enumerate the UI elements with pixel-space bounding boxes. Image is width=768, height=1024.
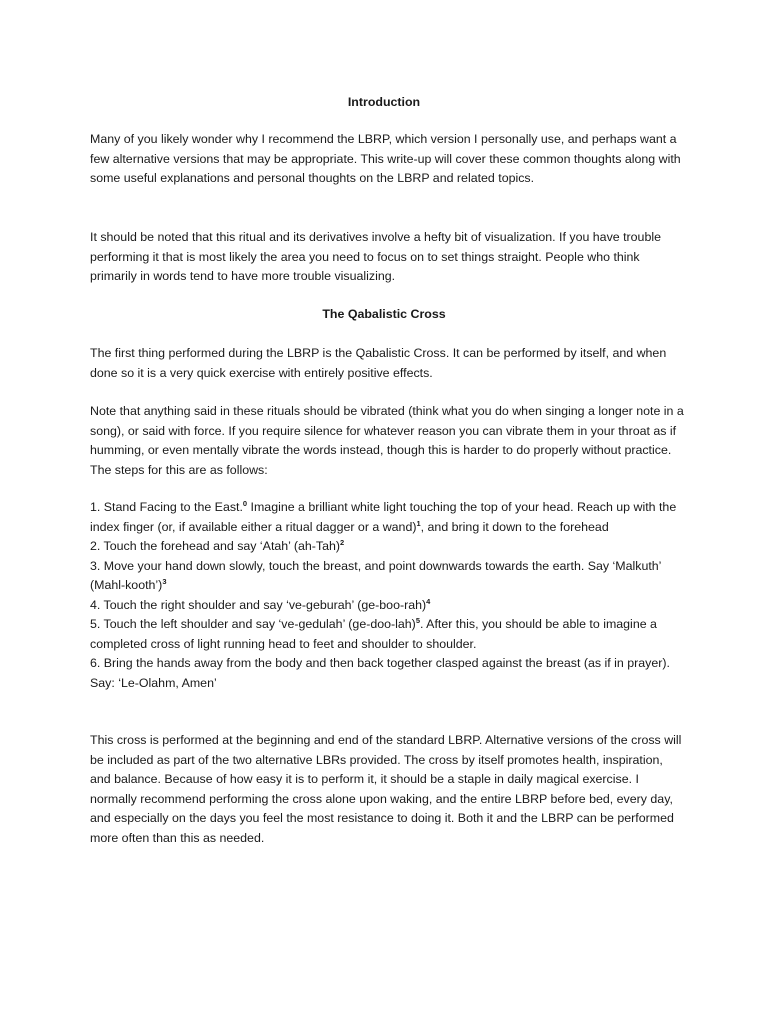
steps-list: [90, 498, 686, 693]
cross-paragraph-1: The first thing performed during the LBRP is the Qabalistic Cross. It can be performed by itself, and when done so it is a very quick exercise with entirely positive effects.: [90, 346, 667, 380]
cross-paragraph-2: Note that anything said in these rituals should be vibrated (think what you do when singing a longer note in a song), or said with force. If you require silence for whatever reason you can vibrate them in your throat as if humming, or even mentally vibrate the words instead, though this is harder to do properly without practice. The steps for this are as follows:: [90, 404, 684, 477]
list-item: 1. Stand Facing to the East.$^0$ Imagine a brilliant white light touching the top of your head. Reach up with the index finger (or, if available either a ritual dagger or a wand)$^1$, and bring it down to the forehead: [90, 499, 677, 534]
list-item: 4. Touch the right shoulder and say ‘ve-geburah’ $(ge-boo-rah)^4$: [90, 596, 431, 612]
intro-paragraph-1: Many of you likely wonder why I recommend the LBRP, which version I personally use, and perhaps want a few alternative versions that may be appropriate. This write-up will cover these common thoughts along with some useful explanations and personal thoughts on the LBRP and related topics.: [90, 132, 681, 185]
qabalistic-cross-heading: The Qabalistic Cross: [322, 307, 446, 321]
list-item: 6. Bring the hands away from the body and then back together clasped against the breast (as if in prayer). Say: ‘Le-Olahm, Amen’: [90, 656, 670, 690]
intro-paragraph-2: It should be noted that this ritual and its derivatives involve a hefty bit of visualization. If you have trouble performing it that is most likely the area you need to focus on to set things straight. People who think primarily in words tend to have more trouble visualizing.: [90, 230, 661, 283]
closing-paragraph: This cross is performed at the beginning and end of the standard LBRP. Alternative versions of the cross will be included as part of the two alternative LBRs provided. The cross by itself promotes health, inspiration, and balance. Because of how easy it is to perform it, it should be a staple in daily magical exercise. I normally recommend performing the cross alone upon waking, and the entire LBRP before bed, every day, and especially on the days you feel the most resistance to doing it. Both it and the LBRP can be performed more often than this as needed.: [90, 733, 682, 845]
list-item: 3. Move your hand down slowly, touch the breast, and point downwards towards the earth. Say ‘Malkuth’ (Mahl-kooth’)$^3$: [90, 558, 661, 592]
list-item: 2. Touch the forehead and say ‘Atah’ $(ah-Tah)^2$: [90, 538, 345, 553]
introduction-heading: Introduction: [347, 95, 421, 109]
list-item: 5. Touch the left shoulder and say ‘ve-gedulah’ $(ge-doo-lah)^5$. After this, you should be able to imagine a completed cross of light running head to feet and shoulder to shoulder.: [90, 616, 657, 651]
